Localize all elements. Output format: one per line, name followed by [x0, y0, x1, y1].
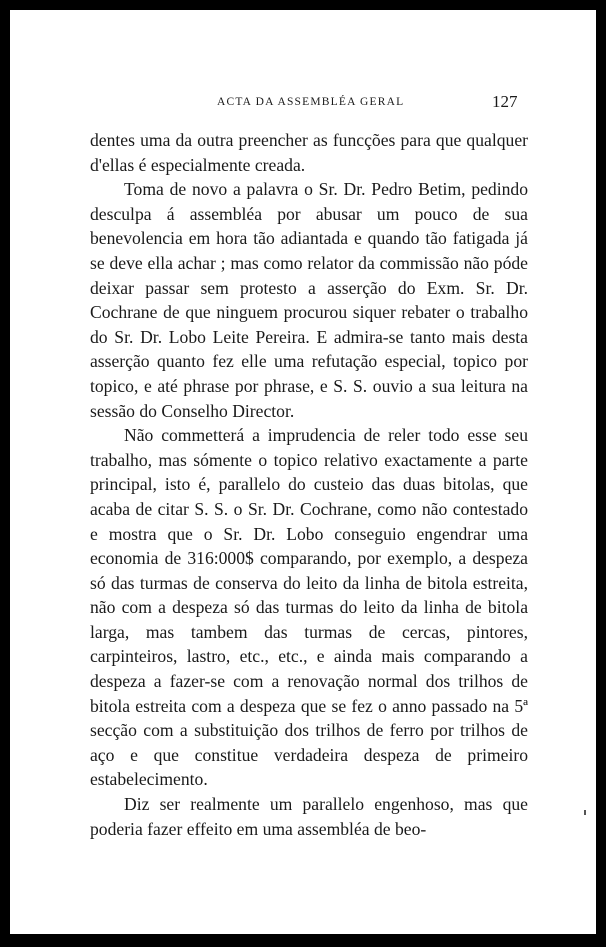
- running-head: ACTA DA ASSEMBLÉA GERAL: [217, 96, 405, 108]
- paragraph: Toma de novo a palavra o Sr. Dr. Pedro Betim, pedindo desculpa á assembléa por abusar um pouco de sua benevolencia em hora tão adiantada e quando tão fatigada já se deve ella achar ; mas como relator da commissão não póde deixar passar sem protesto a asserção do Exm. Sr. Dr. Cochrane de que ninguem procurou siquer rebater o trabalho do Sr. Dr. Lobo Leite Pereira. E admira-se tanto mais desta asserção quanto fez elle uma refutação especial, topico por topico, e até phrase por phrase, e S. S. ouvio a sua leitura na sessão do Conselho Director.: [90, 179, 528, 421]
- page-header: [10, 92, 596, 116]
- scan-speck: [584, 810, 586, 815]
- paragraph-continuation: dentes uma da outra preencher as funcções para que qualquer d'ellas é especialmente creada.: [90, 130, 528, 175]
- book-page: [10, 10, 596, 934]
- paragraph: Diz ser realmente um parallelo engenhoso, mas que poderia fazer effeito em uma assembléa de beo-: [90, 794, 528, 839]
- page-number: 127: [492, 92, 518, 111]
- paragraph: Não commetterá a imprudencia de reler todo esse seu trabalho, mas sómente o topico relativo exactamente a parte principal, isto é, parallelo do custeio das duas bitolas, que acaba de citar S. S. o Sr. Dr. Cochrane, como não contestado e mostra que o Sr. Dr. Lobo conseguio engendrar uma economia de 316:000$ comparando, por exemplo, a despeza só das turmas de conserva do leito da linha de bitola estreita, não com a despeza só das turmas do leito da linha de bitola larga, mas tambem das turmas de cercas, pintores, carpinteiros, lastro, etc., etc., e ainda mais comparando a despeza a fazer-se com a renovação normal dos trilhos de bitola estreita com a despeza que se fez o anno passado na 5ª secção com a substituição dos trilhos de ferro por trilhos de aço e que constitue verdadeira despeza de primeiro estabelecimento.: [90, 425, 528, 790]
- body-text: [90, 128, 528, 841]
